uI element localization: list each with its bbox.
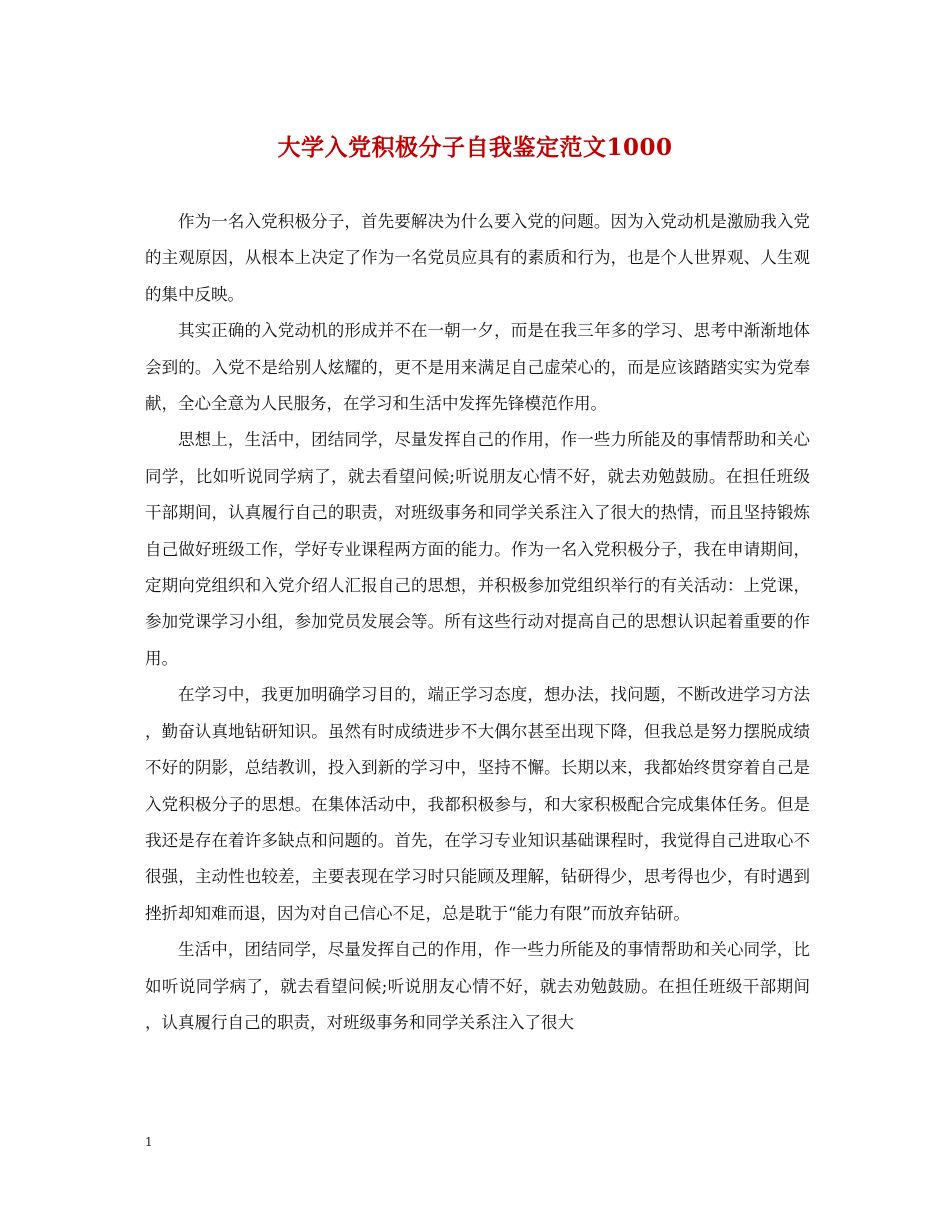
paragraph-1: 作为一名入党积极分子，首先要解决为什么要入党的问题。因为入党动机是激励我入党的主观原因，从根本上决定了作为一名党员应具有的素质和行为，也是个人世界观、人生观的集中反映。	[145, 212, 810, 304]
paragraph-2: 其实正确的入党动机的形成并不在一朝一夕，而是在我三年多的学习、思考中渐渐地体会到的。入党不是给别人炫耀的，更不是用来满足自己虚荣心的，而是应该踏踏实实为党奉献，全心全意为人民服务，在学习和生活中发挥先锋模范作用。	[145, 321, 810, 414]
paragraph-3: 思想上，生活中，团结同学，尽量发挥自己的作用，作一些力所能及的事情帮助和关心同学，比如听说同学病了，就去看望问候;听说朋友心情不好，就去劝勉鼓励。在担任班级干部期间，认真履行自己的职责，对班级事务和同学关系注入了很大的热情，而且坚持锻炼自己做好班级工作，学好专业课程两方面的能力。作为一名入党积极分子，我在申请期间，定期向党组织和入党介绍人汇报自己的思想，并积极参加党组织举行的有关活动：上党课，参加党课学习小组，参加党员发展会等。所有这些行动对提高自己的思想认识起着重要的作用。	[145, 430, 810, 668]
document-body	[145, 204, 810, 1041]
document-title: 大学入党积极分子自我鉴定范文1000	[277, 134, 673, 161]
paragraph-4: 在学习中，我更加明确学习目的，端正学习态度，想办法，找问题，不断改进学习方法，勤奋认真地钻研知识。虽然有时成绩进步不大偶尔甚至出现下降，但我总是努力摆脱成绩不好的阴影，总结教训，投入到新的学习中，坚持不懈。长期以来，我都始终贯穿着自己是入党积极分子的思想。在集体活动中，我都积极参与，和大家积极配合完成集体任务。但是我还是存在着许多缺点和问题的。首先，在学习专业知识基础课程时，我觉得自己进取心不很强，主动性也较差，主要表现在学习时只能顾及理解，钻研得少，思考得也少，有时遇到挫折却知难而退，因为对自己信心不足，总是耽于“能力有限”而放弃钻研。	[145, 685, 810, 923]
paragraph-5: 生活中，团结同学，尽量发挥自己的作用，作一些力所能及的事情帮助和关心同学，比如听说同学病了，就去看望问候;听说朋友心情不好，就去劝勉鼓励。在担任班级干部期间，认真履行自己的职责，对班级事务和同学关系注入了很大	[145, 940, 810, 1032]
page-number: 1	[145, 1135, 153, 1149]
